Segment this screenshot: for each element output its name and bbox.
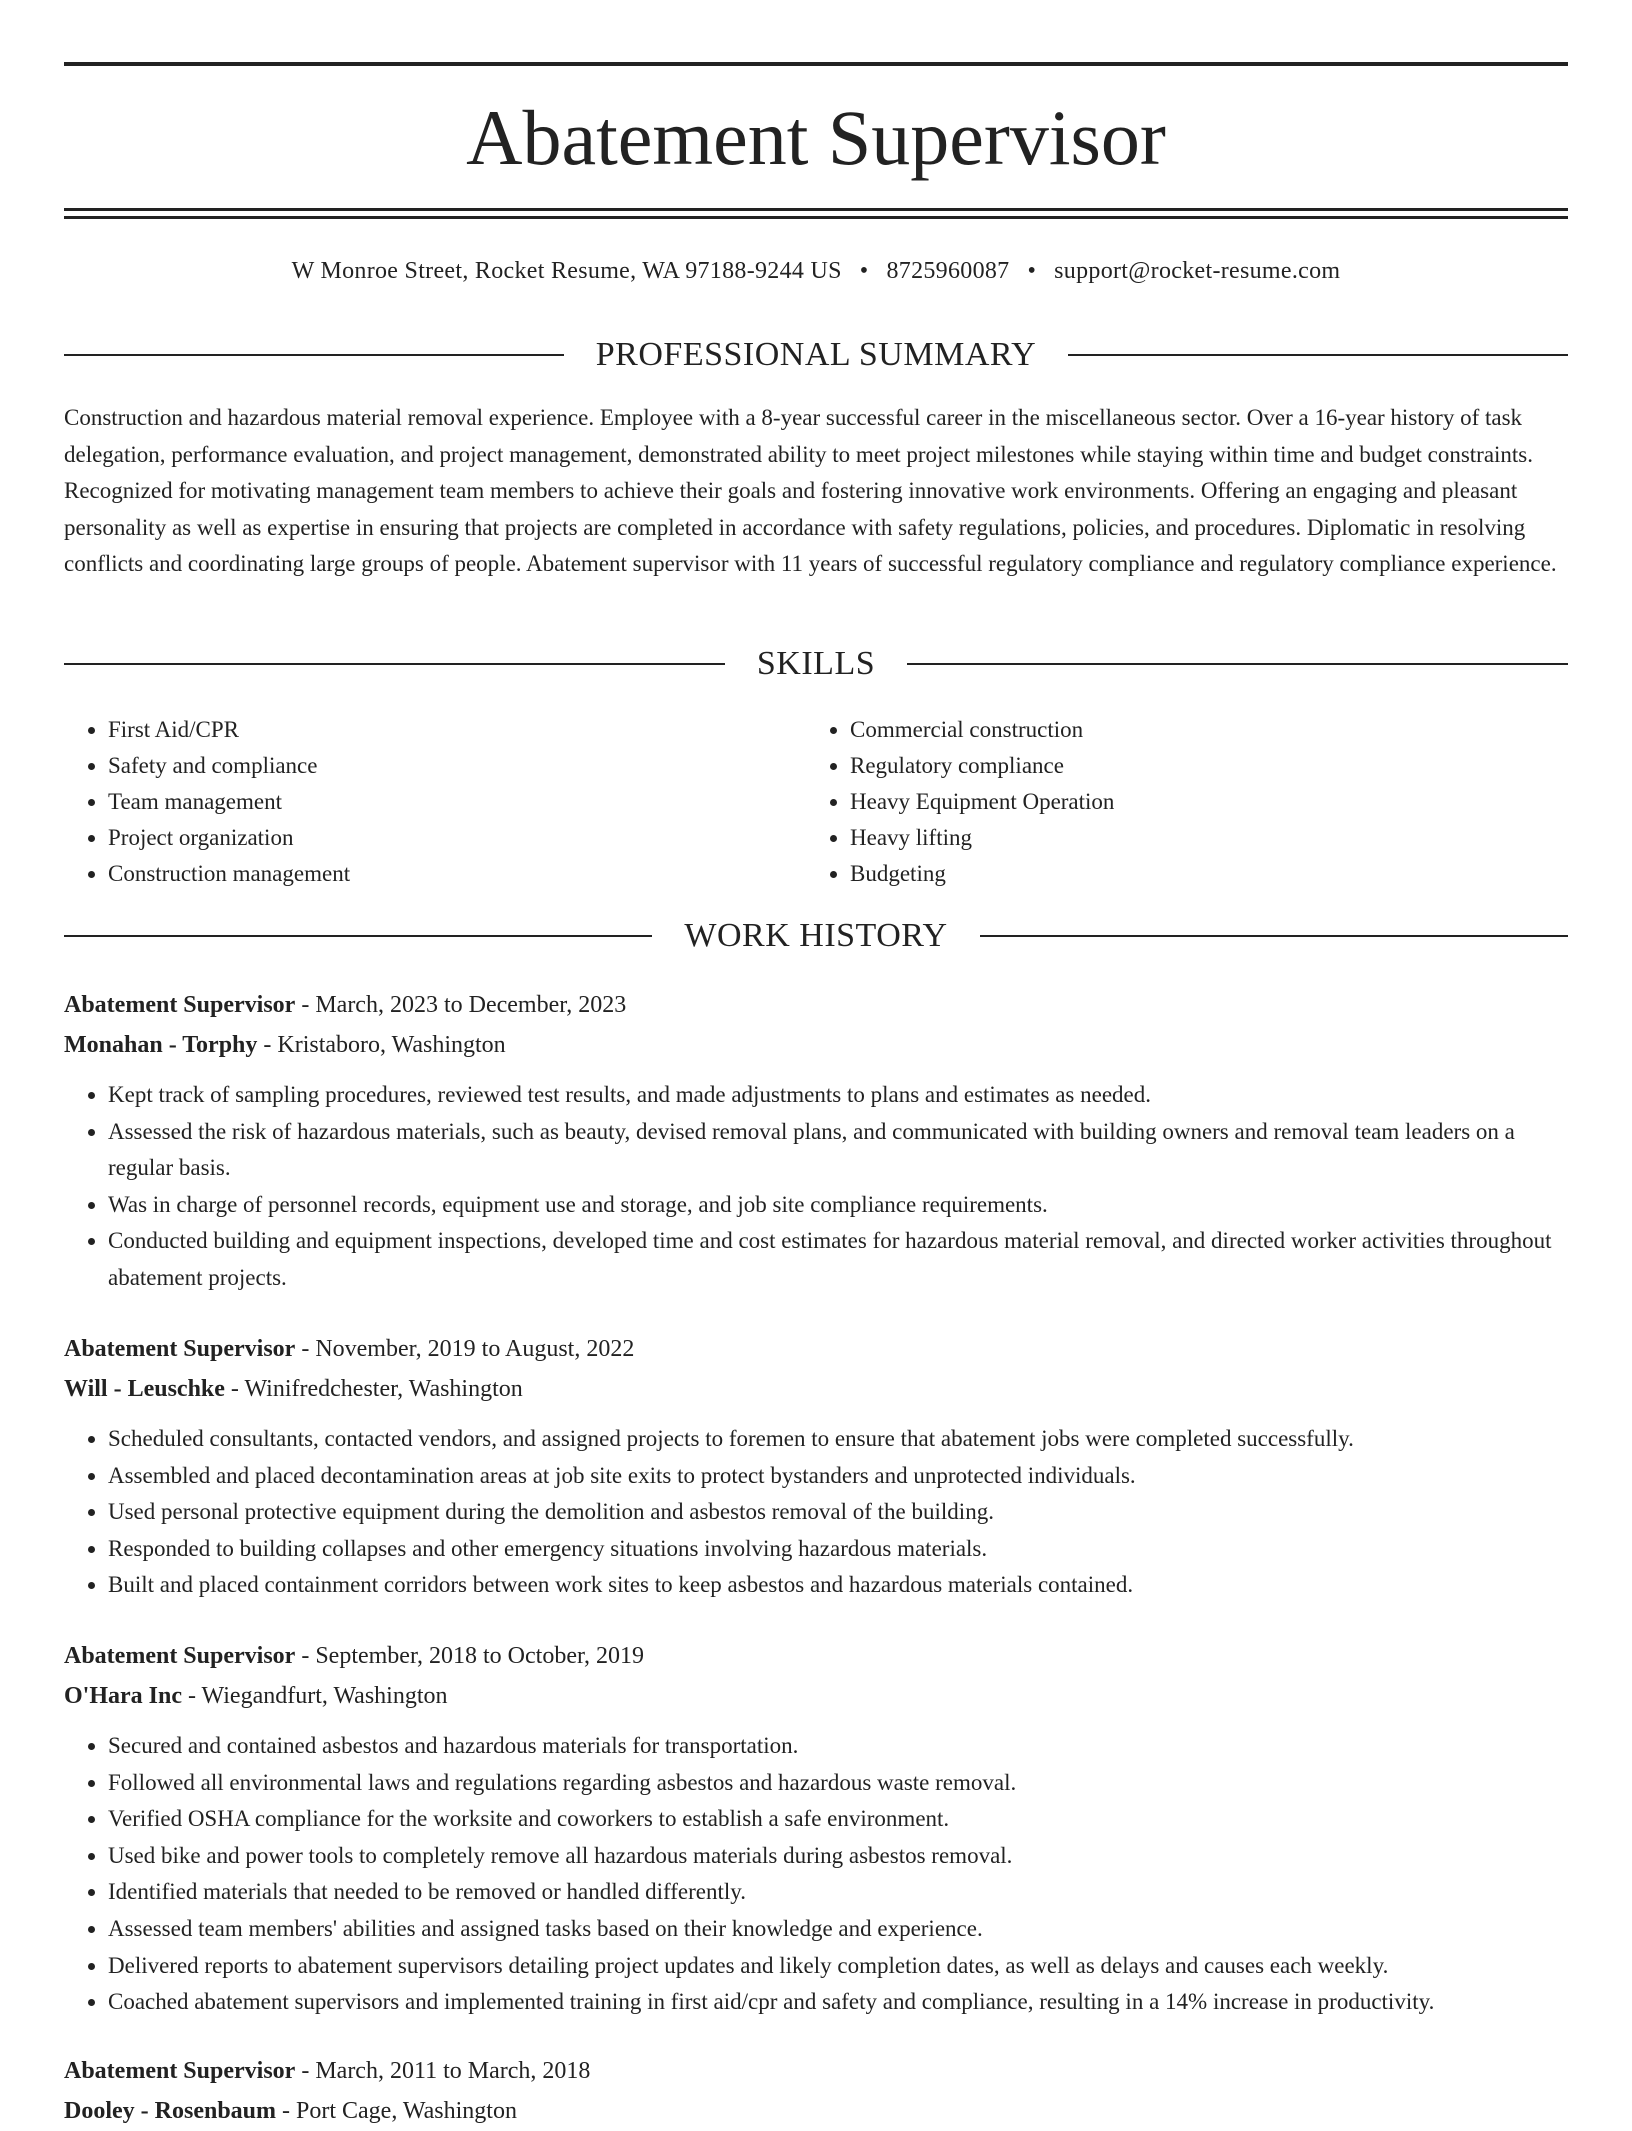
job-company-line xyxy=(64,2091,1568,2131)
skill-item: • Heavy lifting xyxy=(850,820,1548,856)
job-bullets xyxy=(64,1728,1568,2021)
header-bottom-rule xyxy=(64,208,1568,211)
job-bullet: • Followed all environmental laws and regulations regarding asbestos and hazardous waste removal. xyxy=(108,1765,1568,1802)
job-location: - Winifredchester, Washington xyxy=(224,1376,523,1402)
job-bullet: • Scheduled consultants, contacted vendors, and assigned projects to foremen to ensure that abatement jobs were completed successfully. xyxy=(108,1421,1568,1458)
contact-separator: • xyxy=(1027,258,1037,284)
job-bullet: • Coached abatement supervisors and implemented training in first aid/cpr and safety and compliance, resulting in a 14% increase in productivity. xyxy=(108,1984,1568,2021)
section-rule xyxy=(980,935,1568,937)
skill-item: • Heavy Equipment Operation xyxy=(850,784,1548,820)
job-entry xyxy=(64,1636,1568,2021)
job-entry xyxy=(64,2051,1568,2131)
skills-list xyxy=(64,712,1568,892)
contact-separator: • xyxy=(859,258,869,284)
section-rule xyxy=(64,935,652,937)
job-company-line xyxy=(64,1025,1568,1065)
skill-item: • Construction management xyxy=(108,856,806,892)
skills-column-right xyxy=(806,712,1548,892)
skill-item: • First Aid/CPR xyxy=(108,712,806,748)
section-header-summary xyxy=(64,333,1568,377)
contact-phone: 8725960087 xyxy=(886,258,1010,284)
job-company-line xyxy=(64,1369,1568,1409)
job-title-line xyxy=(64,985,1568,1025)
job-bullet: • Assessed team members' abilities and assigned tasks based on their knowledge and experience. xyxy=(108,1911,1568,1948)
job-bullet: • Assessed the risk of hazardous materials, such as beauty, devised removal plans, and communicated with building owners and removal team leaders on a regular basis. xyxy=(108,1114,1568,1187)
skill-item: • Team management xyxy=(108,784,806,820)
job-company: O'Hara Inc xyxy=(64,1683,182,1709)
contact-email[interactable]: support@rocket-resume.com xyxy=(1054,258,1341,284)
skill-item: • Budgeting xyxy=(850,856,1548,892)
job-bullets xyxy=(64,1421,1568,1604)
job-bullet: • Kept track of sampling procedures, reviewed test results, and made adjustments to plans and estimates as needed. xyxy=(108,1077,1568,1114)
job-bullet: • Secured and contained asbestos and hazardous materials for transportation. xyxy=(108,1728,1568,1765)
job-title: Abatement Supervisor xyxy=(64,1643,296,1669)
skills-column-left xyxy=(64,712,806,892)
job-bullet: • Assembled and placed decontamination areas at job site exits to protect bystanders and unprotected individuals. xyxy=(108,1458,1568,1495)
job-dates: - March, 2023 to December, 2023 xyxy=(295,992,627,1018)
section-title: SKILLS xyxy=(756,645,876,682)
section-rule xyxy=(907,663,1568,665)
job-bullet: • Delivered reports to abatement supervisors detailing project updates and likely completion dates, as well as delays and causes each weekly. xyxy=(108,1948,1568,1985)
section-rule xyxy=(64,663,725,665)
section-rule xyxy=(64,354,564,356)
job-entry xyxy=(64,1329,1568,1604)
job-bullet: • Identified materials that needed to be removed or handled differently. xyxy=(108,1874,1568,1911)
contact-address: W Monroe Street, Rocket Resume, WA 97188-9244 US xyxy=(291,258,842,284)
job-bullet: • Used bike and power tools to completely remove all hazardous materials during asbestos removal. xyxy=(108,1838,1568,1875)
job-title-line xyxy=(64,1329,1568,1369)
job-company: Monahan - Torphy xyxy=(64,1032,258,1058)
resume-name: Abatement Supervisor xyxy=(466,94,1166,181)
job-bullet: • Used personal protective equipment during the demolition and asbestos removal of the building. xyxy=(108,1494,1568,1531)
section-title: WORK HISTORY xyxy=(684,917,948,954)
section-header-work-history xyxy=(64,914,1568,958)
job-dates: - March, 2011 to March, 2018 xyxy=(295,2058,591,2084)
job-bullets xyxy=(64,1077,1568,1297)
job-company: Will - Leuschke xyxy=(64,1376,225,1402)
job-dates: - September, 2018 to October, 2019 xyxy=(295,1643,644,1669)
job-bullet: • Verified OSHA compliance for the worksite and coworkers to establish a safe environment. xyxy=(108,1801,1568,1838)
job-location: - Port Cage, Washington xyxy=(276,2098,517,2124)
job-title-line xyxy=(64,1636,1568,1676)
skill-item: • Safety and compliance xyxy=(108,748,806,784)
job-bullet: • Was in charge of personnel records, equipment use and storage, and job site compliance requirements. xyxy=(108,1187,1568,1224)
job-company: Dooley - Rosenbaum xyxy=(64,2098,277,2124)
job-title: Abatement Supervisor xyxy=(64,992,296,1018)
header-top-rule xyxy=(64,62,1568,66)
section-title: PROFESSIONAL SUMMARY xyxy=(595,336,1037,373)
job-title: Abatement Supervisor xyxy=(64,1336,296,1362)
job-title-line xyxy=(64,2051,1568,2091)
skill-item: • Project organization xyxy=(108,820,806,856)
job-entry xyxy=(64,985,1568,1297)
job-dates: - November, 2019 to August, 2022 xyxy=(295,1336,635,1362)
job-company-line xyxy=(64,1676,1568,1716)
skill-item: • Commercial construction xyxy=(850,712,1548,748)
section-header-skills xyxy=(64,642,1568,686)
job-location: - Kristaboro, Washington xyxy=(257,1032,506,1058)
professional-summary: Construction and hazardous material removal experience. Employee with a 8-year successful career in the miscellaneous sector. Over a 16-year history of task delegation, performance evaluation, and project management, demonstrated ability to meet project milestones while staying within time and budget constraints. Recognized for motivating management team members to achieve their goals and fostering innovative work environments. Offering an engaging and pleasant personality as well as expertise in ensuring that projects are completed in accordance with safety regulations, policies, and procedures. Diplomatic in resolving conflicts and coordinating large groups of people. Abatement supervisor with 11 years of successful regulatory compliance and regulatory compliance experience. xyxy=(64,405,1557,577)
header-bottom-rule-2 xyxy=(64,216,1568,219)
contact-line xyxy=(64,254,1568,288)
job-bullet: • Conducted building and equipment inspections, developed time and cost estimates for hazardous material removal, and directed worker activities throughout abatement projects. xyxy=(108,1223,1568,1296)
job-location: - Wiegandfurt, Washington xyxy=(182,1683,448,1709)
section-rule xyxy=(1068,354,1568,356)
job-title: Abatement Supervisor xyxy=(64,2058,296,2084)
job-bullet: • Responded to building collapses and other emergency situations involving hazardous materials. xyxy=(108,1531,1568,1568)
job-bullet: • Built and placed containment corridors between work sites to keep asbestos and hazardous materials contained. xyxy=(108,1567,1568,1604)
skill-item: • Regulatory compliance xyxy=(850,748,1548,784)
